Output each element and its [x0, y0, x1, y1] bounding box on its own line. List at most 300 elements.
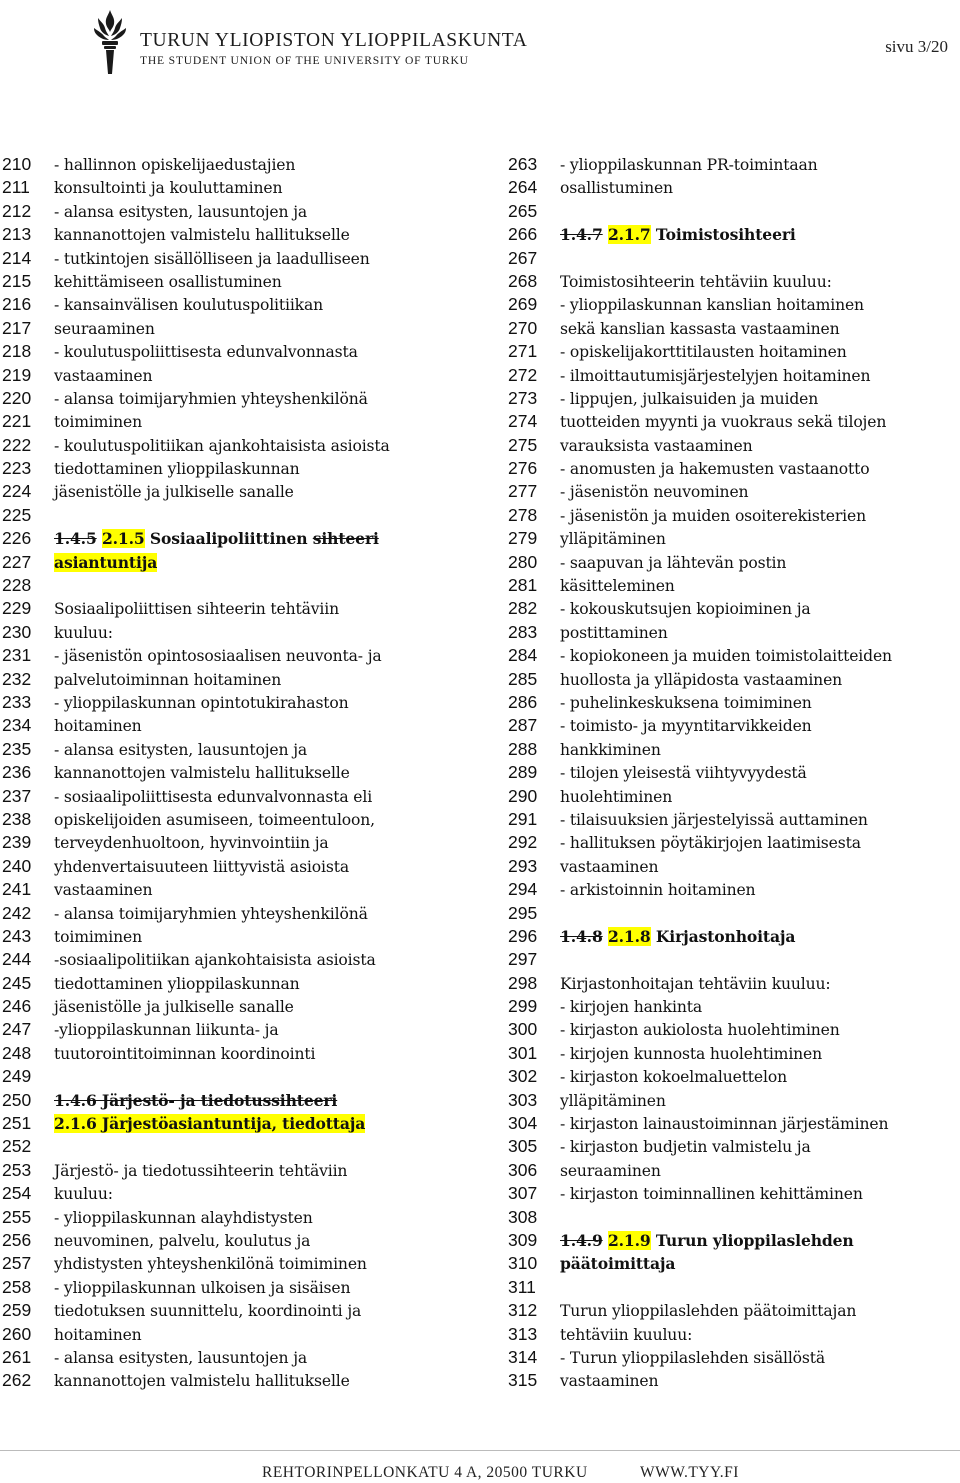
line-number: 235: [2, 738, 32, 759]
numbered-line: [508, 902, 892, 925]
line-text: Sosiaalipoliittisen sihteerin tehtäviin: [54, 600, 339, 619]
line-text: Toimistosihteerin tehtäviin kuuluu:: [560, 272, 832, 291]
line-number: 271: [508, 341, 538, 362]
numbered-line: [0, 457, 390, 480]
line-text: kannanottojen valmistelu hallitukselle: [54, 226, 350, 245]
numbered-line: [0, 223, 390, 246]
line-text: yhdistysten yhteyshenkilönä toimiminen: [54, 1255, 367, 1274]
line-text: huollosta ja ylläpidosta vastaaminen: [560, 670, 843, 689]
line-text: postittaminen: [560, 623, 668, 642]
numbered-line: [0, 1182, 390, 1205]
numbered-line: [0, 621, 390, 644]
line-text: - koulutuspolitiikan ajankohtaisista asioista: [54, 436, 390, 455]
line-number: 255: [2, 1206, 32, 1227]
heading-text: Toimistosihteeri: [650, 225, 796, 245]
deleted-text: 1.4.9: [560, 1230, 603, 1250]
line-text: ylläpitäminen: [560, 530, 666, 549]
line-number: 231: [2, 645, 32, 666]
line-text: - ylioppilaskunnan kanslian hoitaminen: [560, 296, 864, 315]
line-number: 246: [2, 996, 32, 1017]
line-number: 251: [2, 1113, 32, 1134]
numbered-line: [0, 1369, 390, 1392]
line-text: sekä kanslian kassasta vastaaminen: [560, 319, 840, 338]
numbered-line: [508, 668, 892, 691]
line-text: tiedottaminen ylioppilaskunnan: [54, 974, 300, 993]
numbered-line: [508, 1369, 892, 1392]
numbered-line: [0, 948, 390, 971]
line-number: 288: [508, 738, 538, 759]
line-text: konsultointi ja kouluttaminen: [54, 179, 283, 198]
line-number: 217: [2, 317, 32, 338]
numbered-line: [508, 995, 892, 1018]
line-number: 220: [2, 387, 32, 408]
deleted-text: 1.4.7: [560, 225, 603, 245]
numbered-line: [508, 480, 892, 503]
line-text: - ylioppilaskunnan opintotukirahaston: [54, 693, 349, 712]
line-number: 293: [508, 855, 538, 876]
numbered-line: [0, 1112, 390, 1135]
numbered-line: [0, 1252, 390, 1275]
line-text: käsitteleminen: [560, 577, 675, 596]
line-number: 250: [2, 1089, 32, 1110]
line-text: toimiminen: [54, 413, 143, 432]
line-text: jäsenistölle ja julkiselle sanalle: [54, 483, 294, 502]
numbered-line: [0, 434, 390, 457]
numbered-line: [0, 925, 390, 948]
line-text: - saapuvan ja lähtevän postin: [560, 553, 787, 572]
line-text: - Turun ylioppilaslehden sisällöstä: [560, 1348, 826, 1367]
line-text: -sosiaalipolitiikan ajankohtaisista asioista: [54, 951, 376, 970]
numbered-line: [0, 364, 390, 387]
line-number: 241: [2, 879, 32, 900]
line-text: - toimisto- ja myyntitarvikkeiden: [560, 717, 812, 736]
line-number: 249: [2, 1066, 32, 1087]
numbered-line: [0, 387, 390, 410]
line-number: 236: [2, 762, 32, 783]
numbered-line: [508, 293, 892, 316]
line-number: 258: [2, 1276, 32, 1297]
line-text: seuraaminen: [54, 319, 155, 338]
line-text: vastaaminen: [54, 366, 153, 385]
numbered-line: [508, 972, 892, 995]
page-number: sivu 3/20: [885, 37, 948, 56]
numbered-line: [508, 691, 892, 714]
line-text: Turun ylioppilaslehden päätoimittajan: [560, 1302, 857, 1321]
deleted-text: 1.4.8: [560, 926, 603, 946]
line-number: 289: [508, 762, 538, 783]
numbered-line: [508, 831, 892, 854]
numbered-line: [508, 738, 892, 761]
line-number: 247: [2, 1019, 32, 1040]
line-number: 267: [508, 247, 538, 268]
line-number: 264: [508, 177, 538, 198]
line-number: 218: [2, 341, 32, 362]
line-number: 291: [508, 808, 538, 829]
line-text: hoitaminen: [54, 1325, 142, 1344]
line-number: 281: [508, 575, 538, 596]
line-text: - kirjaston lainaustoiminnan järjestäminen: [560, 1115, 889, 1134]
line-number: 290: [508, 785, 538, 806]
line-text: - jäsenistön opintososiaalisen neuvonta- ja: [54, 647, 382, 666]
line-number: 277: [508, 481, 538, 502]
line-number: 234: [2, 715, 32, 736]
numbered-line: [0, 527, 390, 550]
line-number: 307: [508, 1183, 538, 1204]
numbered-line: [508, 1323, 892, 1346]
line-text: tuotteiden myynti ja vuokraus sekä tilojen: [560, 413, 887, 432]
line-number: 276: [508, 458, 538, 479]
left-text-column: [0, 153, 390, 1393]
line-text: hoitaminen: [54, 717, 142, 736]
line-number: 252: [2, 1136, 32, 1157]
numbered-line: [0, 878, 390, 901]
line-number: 240: [2, 855, 32, 876]
numbered-line: [508, 948, 892, 971]
line-text: kuuluu:: [54, 623, 113, 642]
line-number: 311: [508, 1276, 536, 1297]
numbered-line: [508, 1276, 892, 1299]
numbered-line: [0, 714, 390, 737]
numbered-line: [0, 1346, 390, 1369]
inserted-text: asiantuntija: [54, 552, 158, 572]
line-text: - jäsenistön ja muiden osoiterekisterien: [560, 506, 866, 525]
deleted-text: sihteeri: [312, 529, 379, 549]
numbered-line: [0, 1065, 390, 1088]
numbered-line: [508, 410, 892, 433]
numbered-line: [508, 200, 892, 223]
numbered-line: [0, 410, 390, 433]
line-number: 268: [508, 270, 538, 291]
line-text: kannanottojen valmistelu hallitukselle: [54, 764, 350, 783]
line-number: 310: [508, 1253, 538, 1274]
inserted-text: 2.1.7: [607, 225, 651, 245]
heading-text: Sosiaalipoliittinen: [144, 529, 313, 549]
line-number: 263: [508, 154, 538, 174]
line-number: 261: [2, 1346, 32, 1367]
line-number: 232: [2, 668, 32, 689]
line-text: - opiskelijakorttitilausten hoitaminen: [560, 343, 847, 362]
line-text: - tilojen yleisestä viihtyvyydestä: [560, 764, 807, 783]
line-text: - kirjaston toiminnallinen kehittäminen: [560, 1185, 863, 1204]
numbered-line: [0, 597, 390, 620]
line-text: - kansainvälisen koulutuspolitiikan: [54, 296, 324, 315]
numbered-line: [508, 153, 892, 176]
line-text: Järjestö- ja tiedotussihteerin tehtäviin: [54, 1161, 348, 1180]
line-text: - tutkintojen sisällölliseen ja laadulliseen: [54, 249, 370, 268]
line-text: - jäsenistön neuvominen: [560, 483, 749, 502]
numbered-line: [0, 1089, 390, 1112]
numbered-line: [508, 1252, 892, 1275]
numbered-line: [0, 1323, 390, 1346]
numbered-line: [0, 1018, 390, 1041]
numbered-line: [508, 574, 892, 597]
numbered-line: [508, 1135, 892, 1158]
line-text: - alansa esitysten, lausuntojen ja: [54, 740, 308, 759]
line-text: - kirjaston kokoelmaluettelon: [560, 1068, 787, 1087]
torch-logo-icon: [92, 8, 128, 78]
numbered-line: [0, 808, 390, 831]
line-text: - koulutuspoliittisesta edunvalvonnasta: [54, 343, 358, 362]
line-number: 213: [2, 224, 32, 245]
line-number: 304: [508, 1113, 538, 1134]
line-number: 224: [2, 481, 32, 502]
numbered-line: [0, 972, 390, 995]
page-footer: [0, 1450, 960, 1483]
line-text: kuuluu:: [54, 1185, 113, 1204]
numbered-line: [508, 1042, 892, 1065]
numbered-line: [0, 668, 390, 691]
line-number: 305: [508, 1136, 538, 1157]
numbered-line: [0, 831, 390, 854]
numbered-line: [508, 387, 892, 410]
line-text: tiedottaminen ylioppilaskunnan: [54, 460, 300, 479]
line-text: seuraaminen: [560, 1161, 661, 1180]
line-number: 286: [508, 691, 538, 712]
numbered-line: [508, 1182, 892, 1205]
line-number: 298: [508, 972, 538, 993]
numbered-line: [0, 1135, 390, 1158]
line-number: 253: [2, 1159, 32, 1180]
line-number: 294: [508, 879, 538, 900]
line-number: 275: [508, 434, 538, 455]
line-number: 254: [2, 1183, 32, 1204]
numbered-line: [508, 1346, 892, 1369]
org-name: TURUN YLIOPISTON YLIOPPILASKUNTA: [140, 30, 528, 51]
footer-address: REHTORINPELLONKATU 4 A, 20500 TURKU: [262, 1464, 588, 1481]
numbered-line: [508, 504, 892, 527]
line-text: - tilaisuuksien järjestelyissä auttaminen: [560, 810, 868, 829]
numbered-line: [508, 527, 892, 550]
numbered-line: [508, 1229, 892, 1252]
inserted-text: 2.1.9: [607, 1230, 651, 1250]
line-text: vastaaminen: [560, 857, 659, 876]
numbered-line: [508, 878, 892, 901]
heading-text: Turun ylioppilaslehden: [650, 1230, 854, 1250]
line-text: vastaaminen: [54, 881, 153, 900]
line-number: 270: [508, 317, 538, 338]
line-number: 260: [2, 1323, 32, 1344]
numbered-line: [0, 504, 390, 527]
line-text: palvelutoiminnan hoitaminen: [54, 670, 282, 689]
line-text: - puhelinkeskuksena toimiminen: [560, 693, 812, 712]
numbered-line: [0, 644, 390, 667]
line-number: 313: [508, 1323, 538, 1344]
line-text: osallistuminen: [560, 179, 673, 198]
line-text: - sosiaalipoliittisesta edunvalvonnasta eli: [54, 787, 373, 806]
line-number: 262: [2, 1370, 32, 1391]
line-text: - kopiokoneen ja muiden toimistolaitteiden: [560, 647, 892, 666]
line-number: 219: [2, 364, 32, 385]
right-text-column: [508, 153, 892, 1393]
numbered-line: [508, 1206, 892, 1229]
line-number: 303: [508, 1089, 538, 1110]
line-number: 216: [2, 294, 32, 315]
line-text: jäsenistölle ja julkiselle sanalle: [54, 998, 294, 1017]
numbered-line: [508, 364, 892, 387]
line-number: 238: [2, 808, 32, 829]
line-text: neuvominen, palvelu, koulutus ja: [54, 1231, 311, 1250]
line-number: 285: [508, 668, 538, 689]
footer-divider: [0, 1450, 960, 1451]
line-number: 259: [2, 1300, 32, 1321]
line-number: 210: [2, 154, 32, 174]
numbered-line: [0, 1206, 390, 1229]
section-heading: [560, 925, 795, 948]
line-text: - ylioppilaskunnan ulkoisen ja sisäisen: [54, 1278, 351, 1297]
line-number: 248: [2, 1042, 32, 1063]
numbered-line: [0, 785, 390, 808]
line-number: 239: [2, 832, 32, 853]
line-text: tuutorointitoiminnan koordinointi: [54, 1044, 316, 1063]
line-text: - hallituksen pöytäkirjojen laatimisesta: [560, 834, 861, 853]
line-number: 287: [508, 715, 538, 736]
line-number: 283: [508, 621, 538, 642]
numbered-line: [508, 621, 892, 644]
numbered-line: [508, 1065, 892, 1088]
line-number: 296: [508, 925, 538, 946]
section-heading: [54, 1089, 337, 1112]
line-text: tehtäviin kuuluu:: [560, 1325, 693, 1344]
line-number: 243: [2, 925, 32, 946]
line-number: 306: [508, 1159, 538, 1180]
line-number: 257: [2, 1253, 32, 1274]
section-heading: [560, 1229, 854, 1252]
line-number: 214: [2, 247, 32, 268]
numbered-line: [0, 293, 390, 316]
line-text: yhdenvertaisuuteen liittyvistä asioista: [54, 857, 349, 876]
line-number: 301: [508, 1042, 538, 1063]
line-text: - ylioppilaskunnan PR-toimintaan: [560, 156, 818, 174]
line-text: varauksista vastaaminen: [560, 436, 753, 455]
numbered-line: [508, 551, 892, 574]
heading-text: päätoimittaja: [560, 1254, 676, 1274]
line-text: - lippujen, julkaisuiden ja muiden: [560, 389, 819, 408]
line-text: - arkistoinnin hoitaminen: [560, 881, 756, 900]
line-number: 266: [508, 224, 538, 245]
line-number: 309: [508, 1229, 538, 1250]
line-number: 278: [508, 504, 538, 525]
numbered-line: [0, 270, 390, 293]
line-number: 242: [2, 902, 32, 923]
line-text: - kokouskutsujen kopioiminen ja: [560, 600, 811, 619]
line-text: toimiminen: [54, 927, 143, 946]
line-number: 233: [2, 691, 32, 712]
inserted-text: 2.1.6 Järjestöasiantuntija, tiedottaja: [54, 1114, 366, 1134]
line-number: 273: [508, 387, 538, 408]
numbered-line: [0, 1042, 390, 1065]
line-text: kannanottojen valmistelu hallitukselle: [54, 1372, 350, 1391]
line-number: 308: [508, 1206, 538, 1227]
deleted-text: 1.4.5: [54, 529, 97, 549]
page-header: [0, 0, 960, 110]
line-number: 279: [508, 528, 538, 549]
numbered-line: [0, 247, 390, 270]
numbered-line: [0, 1159, 390, 1182]
line-text: hankkiminen: [560, 740, 661, 759]
line-text: - hallinnon opiskelijaedustajien: [54, 156, 296, 174]
line-number: 300: [508, 1019, 538, 1040]
numbered-line: [0, 176, 390, 199]
line-number: 229: [2, 598, 32, 619]
section-heading: [54, 551, 157, 574]
line-number: 282: [508, 598, 538, 619]
line-number: 215: [2, 270, 32, 291]
line-number: 314: [508, 1346, 538, 1367]
numbered-line: [508, 855, 892, 878]
line-text: - kirjaston budjetin valmistelu ja: [560, 1138, 811, 1157]
line-number: 230: [2, 621, 32, 642]
numbered-line: [508, 434, 892, 457]
numbered-line: [0, 761, 390, 784]
numbered-line: [508, 457, 892, 480]
deleted-text: 1.4.6 Järjestö- ja tiedotussihteeri: [54, 1090, 338, 1110]
numbered-line: [0, 738, 390, 761]
line-number: 225: [2, 504, 32, 525]
line-text: vastaaminen: [560, 1372, 659, 1391]
line-text: opiskelijoiden asumiseen, toimeentuloon,: [54, 810, 375, 829]
numbered-line: [0, 480, 390, 503]
numbered-line: [508, 925, 892, 948]
line-text: - alansa esitysten, lausuntojen ja: [54, 1348, 308, 1367]
line-number: 302: [508, 1066, 538, 1087]
line-text: ylläpitäminen: [560, 1091, 666, 1110]
line-number: 280: [508, 551, 538, 572]
numbered-line: [508, 761, 892, 784]
numbered-line: [0, 691, 390, 714]
numbered-line: [0, 995, 390, 1018]
line-number: 269: [508, 294, 538, 315]
footer-website: WWW.TYY.FI: [640, 1464, 739, 1481]
numbered-line: [0, 1276, 390, 1299]
numbered-line: [508, 317, 892, 340]
line-number: 226: [2, 528, 32, 549]
numbered-line: [0, 340, 390, 363]
line-number: 256: [2, 1229, 32, 1250]
line-text: tiedotuksen suunnittelu, koordinointi ja: [54, 1302, 362, 1321]
numbered-line: [508, 644, 892, 667]
line-number: 228: [2, 575, 32, 596]
numbered-line: [508, 808, 892, 831]
inserted-text: 2.1.8: [607, 926, 651, 946]
line-number: 223: [2, 458, 32, 479]
numbered-line: [508, 1089, 892, 1112]
line-number: 221: [2, 411, 32, 432]
numbered-line: [0, 1229, 390, 1252]
line-number: 295: [508, 902, 538, 923]
line-number: 315: [508, 1370, 538, 1391]
line-number: 312: [508, 1300, 538, 1321]
line-number: 245: [2, 972, 32, 993]
numbered-line: [508, 340, 892, 363]
line-text: - kirjojen kunnosta huolehtiminen: [560, 1044, 823, 1063]
line-number: 237: [2, 785, 32, 806]
line-text: - ilmoittautumisjärjestelyjen hoitaminen: [560, 366, 871, 385]
numbered-line: [0, 1299, 390, 1322]
line-text: huolehtiminen: [560, 787, 673, 806]
numbered-line: [0, 855, 390, 878]
heading-text: Kirjastonhoitaja: [650, 926, 796, 946]
numbered-line: [508, 1299, 892, 1322]
numbered-line: [508, 785, 892, 808]
line-text: Kirjastonhoitajan tehtäviin kuuluu:: [560, 974, 831, 993]
line-number: 212: [2, 200, 32, 221]
section-heading: [54, 1112, 365, 1135]
inserted-text: 2.1.5: [101, 529, 145, 549]
line-text: - alansa toimijaryhmien yhteyshenkilönä: [54, 389, 368, 408]
numbered-line: [508, 1159, 892, 1182]
line-number: 265: [508, 200, 538, 221]
line-text: - ylioppilaskunnan alayhdistysten: [54, 1208, 313, 1227]
